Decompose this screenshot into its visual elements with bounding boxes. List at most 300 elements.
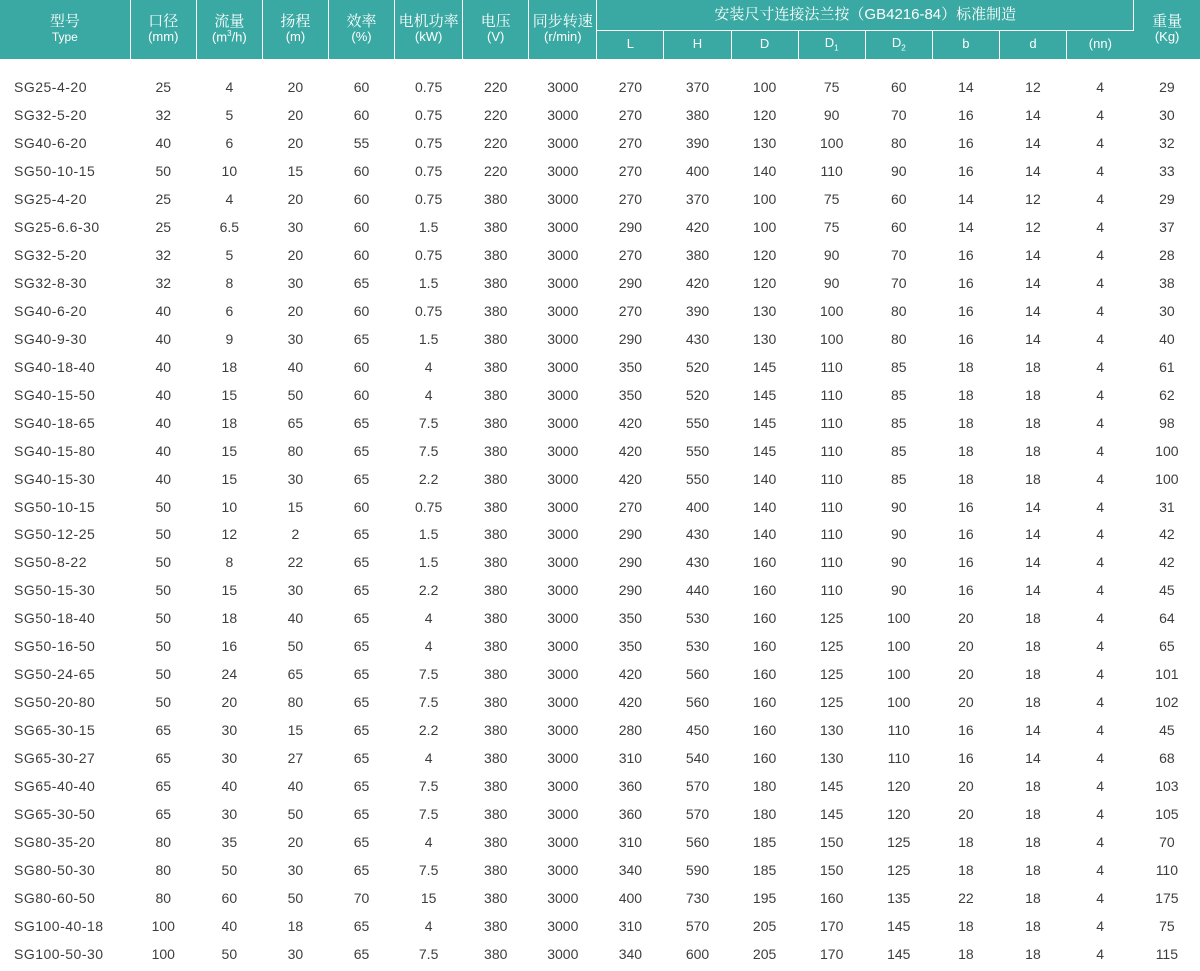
table-cell: 150 xyxy=(820,861,844,878)
table-cell: 75 xyxy=(823,79,840,96)
table-cell: 3000 xyxy=(547,414,579,431)
table-cell: 110 xyxy=(820,498,843,515)
table-cell: 110 xyxy=(820,386,843,403)
table-cell: 4 xyxy=(1096,275,1105,292)
table-cell: 24 xyxy=(221,666,238,683)
table-cell: 16 xyxy=(958,498,974,515)
table-cell: 25 xyxy=(155,79,172,96)
table-cell: 40 xyxy=(155,386,172,403)
table-cell: 7.5 xyxy=(418,805,439,822)
table-cell: 390 xyxy=(685,135,710,152)
table-cell: 380 xyxy=(685,247,710,264)
table-cell: 30 xyxy=(287,219,304,236)
table-cell: 0.75 xyxy=(415,302,443,319)
table-row xyxy=(0,74,1200,102)
table-cell: 420 xyxy=(685,219,710,236)
table-cell: 380 xyxy=(484,805,508,822)
table-cell: 3000 xyxy=(547,861,579,878)
table-cell: 20 xyxy=(287,191,304,208)
table-cell: 560 xyxy=(685,833,710,850)
table-row xyxy=(0,884,1200,912)
table-cell: 16 xyxy=(958,107,974,124)
table-cell: 3000 xyxy=(547,833,579,850)
table-cell: 37 xyxy=(1159,219,1175,236)
table-cell: 380 xyxy=(484,275,508,292)
table-cell: 380 xyxy=(484,582,508,599)
table-cell: 65 xyxy=(155,749,172,766)
header-nn: (nn) xyxy=(1067,30,1134,59)
table-cell: 380 xyxy=(484,470,508,487)
header-flow-unit: $(m^3/h)$ xyxy=(211,29,247,45)
model-cell: SG32-5-20 xyxy=(14,107,87,124)
table-cell: 4 xyxy=(1096,107,1105,124)
table-cell: 18 xyxy=(958,358,974,375)
table-cell: 2.2 xyxy=(418,582,439,599)
table-cell: 125 xyxy=(820,610,844,627)
table-cell: 20 xyxy=(958,805,974,822)
table-cell: 65 xyxy=(353,554,370,571)
table-cell: 150 xyxy=(820,833,844,850)
table-cell: 14 xyxy=(1025,247,1041,264)
table-cell: 90 xyxy=(890,526,907,543)
table-cell: 4 xyxy=(1096,135,1105,152)
table-cell: 125 xyxy=(820,666,844,683)
table-cell: 18 xyxy=(958,833,974,850)
table-cell: 310 xyxy=(618,917,643,934)
table-cell: 4 xyxy=(424,386,433,403)
table-cell: 40 xyxy=(155,470,172,487)
table-cell: 380 xyxy=(484,358,508,375)
table-cell: 16 xyxy=(958,302,974,319)
table-cell: 380 xyxy=(484,554,508,571)
table-cell: 140 xyxy=(752,498,777,515)
table-cell: 3000 xyxy=(547,945,579,962)
table-cell: 20 xyxy=(287,247,304,264)
table-cell: 18 xyxy=(1025,777,1041,794)
table-cell: 40 xyxy=(1159,330,1175,347)
table-cell: 4 xyxy=(1096,414,1105,431)
table-cell: 4 xyxy=(1096,749,1105,766)
table-cell: 3000 xyxy=(547,386,579,403)
table-cell: 85 xyxy=(890,386,907,403)
table-cell: 360 xyxy=(618,805,643,822)
table-row xyxy=(0,269,1200,297)
table-cell: 220 xyxy=(484,79,508,96)
table-cell: 0.75 xyxy=(415,135,443,152)
table-cell: 18 xyxy=(1025,386,1041,403)
table-cell: 2.2 xyxy=(418,722,439,739)
table-cell: 10 xyxy=(221,163,238,180)
table-cell: 110 xyxy=(820,554,843,571)
table-cell: 50 xyxy=(155,498,172,515)
table-cell: 28 xyxy=(1159,247,1175,264)
table-cell: 430 xyxy=(685,526,710,543)
header-power-label: 电机功率 xyxy=(398,12,459,30)
table-cell: 65 xyxy=(287,414,304,431)
model-cell: SG32-8-30 xyxy=(14,275,87,292)
table-cell: 4 xyxy=(424,917,433,934)
table-cell: 380 xyxy=(484,749,508,766)
table-cell: 3000 xyxy=(547,777,579,794)
table-cell: 380 xyxy=(484,694,508,711)
table-cell: 60 xyxy=(221,889,238,906)
table-cell: 3000 xyxy=(547,805,579,822)
table-cell: 40 xyxy=(287,777,304,794)
table-cell: 75 xyxy=(823,219,840,236)
table-cell: 65 xyxy=(353,694,370,711)
table-cell: 0.75 xyxy=(415,191,443,208)
header-eff-unit: (%) xyxy=(351,29,372,45)
table-cell: 55 xyxy=(353,135,370,152)
table-row xyxy=(0,129,1200,157)
table-cell: 7.5 xyxy=(418,777,439,794)
table-cell: 380 xyxy=(484,191,508,208)
table-cell: 18 xyxy=(1025,694,1041,711)
table-cell: 12 xyxy=(221,526,238,543)
table-body xyxy=(0,74,1200,968)
table-cell: 205 xyxy=(752,945,777,962)
header-voltage xyxy=(463,0,529,59)
table-cell: 1.5 xyxy=(418,554,439,571)
table-cell: 80 xyxy=(890,135,907,152)
table-cell: 16 xyxy=(958,554,974,571)
table-cell: 135 xyxy=(887,889,911,906)
table-cell: 65 xyxy=(353,777,370,794)
header-power-unit: (kW) xyxy=(414,29,443,45)
table-cell: 70 xyxy=(890,247,907,264)
table-cell: 0.75 xyxy=(415,498,443,515)
table-cell: 40 xyxy=(287,358,304,375)
header-type-cn: 型号 xyxy=(49,13,80,31)
table-cell: 270 xyxy=(618,107,643,124)
table-cell: 50 xyxy=(155,694,172,711)
table-cell: 25 xyxy=(155,219,172,236)
model-cell: SG50-8-22 xyxy=(14,554,87,571)
table-cell: 101 xyxy=(1155,666,1179,683)
table-cell: 145 xyxy=(887,945,911,962)
table-cell: 14 xyxy=(1025,163,1041,180)
table-cell: 3000 xyxy=(547,135,579,152)
table-cell: 40 xyxy=(155,414,172,431)
table-cell: 40 xyxy=(155,302,172,319)
table-cell: 185 xyxy=(752,833,777,850)
table-cell: 100 xyxy=(887,666,911,683)
table-cell: 4 xyxy=(1096,302,1105,319)
table-cell: 50 xyxy=(287,386,304,403)
table-cell: 90 xyxy=(890,163,907,180)
model-cell: SG50-12-25 xyxy=(14,526,96,543)
table-cell: 380 xyxy=(484,610,508,627)
table-cell: 3000 xyxy=(547,219,579,236)
table-cell: 6.5 xyxy=(219,219,240,236)
model-cell: SG65-30-27 xyxy=(14,749,96,766)
table-cell: 14 xyxy=(1025,722,1041,739)
table-cell: 420 xyxy=(685,275,710,292)
table-cell: 18 xyxy=(221,414,238,431)
table-cell: 4 xyxy=(424,833,433,850)
table-cell: 14 xyxy=(1025,554,1041,571)
header-D1: $D_1$ xyxy=(798,30,865,59)
table-row xyxy=(0,185,1200,213)
table-cell: 14 xyxy=(958,79,974,96)
table-row xyxy=(0,660,1200,688)
table-cell: 30 xyxy=(221,722,238,739)
table-cell: 350 xyxy=(618,638,643,655)
table-cell: 3000 xyxy=(547,275,579,292)
table-cell: 12 xyxy=(1025,219,1041,236)
table-cell: 3000 xyxy=(547,749,579,766)
table-cell: 3000 xyxy=(547,442,579,459)
table-cell: 32 xyxy=(155,107,172,124)
table-cell: 14 xyxy=(1025,330,1041,347)
table-cell: 32 xyxy=(1159,135,1175,152)
table-row xyxy=(0,688,1200,716)
table-cell: 20 xyxy=(958,638,974,655)
table-cell: 270 xyxy=(618,79,643,96)
table-cell: 12 xyxy=(1025,191,1041,208)
table-cell: 0.75 xyxy=(415,79,443,96)
table-cell: 8 xyxy=(225,275,234,292)
table-cell: 4 xyxy=(424,749,433,766)
table-row xyxy=(0,576,1200,604)
table-cell: 50 xyxy=(155,163,172,180)
table-cell: 22 xyxy=(287,554,304,571)
table-cell: 18 xyxy=(1025,945,1041,962)
model-cell: SG50-10-15 xyxy=(14,498,96,515)
table-cell: 40 xyxy=(155,442,172,459)
table-cell: 185 xyxy=(752,861,777,878)
table-cell: 220 xyxy=(484,107,508,124)
table-cell: 50 xyxy=(155,610,172,627)
table-cell: 7.5 xyxy=(418,694,439,711)
table-cell: 14 xyxy=(1025,275,1041,292)
table-cell: 560 xyxy=(685,666,710,683)
table-cell: 370 xyxy=(685,79,710,96)
table-cell: 4 xyxy=(1096,694,1105,711)
table-cell: 380 xyxy=(484,302,508,319)
table-cell: 16 xyxy=(958,722,974,739)
table-cell: 4 xyxy=(1096,191,1105,208)
table-cell: 40 xyxy=(155,330,172,347)
table-cell: 9 xyxy=(225,330,234,347)
table-cell: 85 xyxy=(890,470,907,487)
table-cell: 180 xyxy=(752,777,777,794)
header-head-label: 扬程 xyxy=(280,12,311,30)
table-cell: 100 xyxy=(752,219,777,236)
header-voltage-label: 电压 xyxy=(480,12,511,30)
table-cell: 0.75 xyxy=(415,163,443,180)
header-install-dimensions: 安装尺寸连接法兰按（GB4216-84）标准制造 xyxy=(597,0,1134,30)
table-cell: 3000 xyxy=(547,638,579,655)
table-cell: 80 xyxy=(155,889,172,906)
table-cell: 30 xyxy=(221,749,238,766)
table-cell: 18 xyxy=(221,358,238,375)
table-cell: 140 xyxy=(752,163,777,180)
table-cell: 20 xyxy=(287,833,304,850)
table-row xyxy=(0,353,1200,381)
table-cell: 7.5 xyxy=(418,861,439,878)
table-cell: 380 xyxy=(484,526,508,543)
table-cell: 65 xyxy=(353,861,370,878)
header-caliber xyxy=(130,0,196,59)
table-cell: 15 xyxy=(221,442,238,459)
model-cell: SG50-10-15 xyxy=(14,163,96,180)
table-cell: 110 xyxy=(887,749,910,766)
table-cell: 14 xyxy=(1025,749,1041,766)
table-cell: 85 xyxy=(890,358,907,375)
table-cell: 4 xyxy=(1096,582,1105,599)
table-cell: 16 xyxy=(958,330,974,347)
table-cell: 18 xyxy=(1025,414,1041,431)
table-cell: 4 xyxy=(1096,833,1105,850)
table-cell: 205 xyxy=(752,917,777,934)
table-cell: 280 xyxy=(618,722,643,739)
table-cell: 16 xyxy=(958,163,974,180)
table-cell: 16 xyxy=(958,135,974,152)
table-cell: 18 xyxy=(1025,889,1041,906)
table-cell: 110 xyxy=(820,442,843,459)
table-cell: 130 xyxy=(820,722,844,739)
table-cell: 290 xyxy=(618,219,643,236)
table-cell: 570 xyxy=(685,777,710,794)
table-cell: 3000 xyxy=(547,191,579,208)
table-cell: 730 xyxy=(685,889,710,906)
table-cell: 20 xyxy=(958,694,974,711)
table-row xyxy=(0,521,1200,549)
table-cell: 4 xyxy=(424,358,433,375)
table-cell: 85 xyxy=(890,442,907,459)
table-cell: 102 xyxy=(1155,694,1179,711)
table-cell: 64 xyxy=(1159,610,1175,627)
table-cell: 4 xyxy=(1096,219,1105,236)
table-cell: 60 xyxy=(890,79,907,96)
table-cell: 14 xyxy=(1025,498,1041,515)
table-cell: 29 xyxy=(1159,79,1175,96)
table-cell: 75 xyxy=(823,191,840,208)
table-cell: 80 xyxy=(287,442,304,459)
table-cell: 125 xyxy=(887,833,911,850)
table-cell: 100 xyxy=(820,330,844,347)
table-cell: 100 xyxy=(820,135,844,152)
table-cell: 29 xyxy=(1159,191,1175,208)
table-cell: 570 xyxy=(685,917,710,934)
model-cell: SG40-15-50 xyxy=(14,386,96,403)
table-cell: 600 xyxy=(685,945,710,962)
table-cell: 50 xyxy=(287,805,304,822)
table-cell: 4 xyxy=(1096,889,1105,906)
table-cell: 1.5 xyxy=(418,526,439,543)
table-cell: 65 xyxy=(353,275,370,292)
table-cell: 30 xyxy=(287,861,304,878)
table-row xyxy=(0,241,1200,269)
table-cell: 7.5 xyxy=(418,945,439,962)
table-cell: 4 xyxy=(1096,805,1105,822)
table-cell: 65 xyxy=(353,582,370,599)
table-cell: 18 xyxy=(287,917,304,934)
table-cell: 440 xyxy=(685,582,710,599)
table-cell: 90 xyxy=(823,275,840,292)
model-cell: SG25-4-20 xyxy=(14,79,87,96)
table-cell: 2.2 xyxy=(418,470,439,487)
table-cell: 450 xyxy=(685,722,710,739)
table-row xyxy=(0,716,1200,744)
table-cell: 110 xyxy=(820,358,843,375)
table-cell: 420 xyxy=(618,414,643,431)
table-cell: 85 xyxy=(890,414,907,431)
table-cell: 3000 xyxy=(547,330,579,347)
table-cell: 115 xyxy=(1155,945,1179,962)
table-cell: 60 xyxy=(353,191,370,208)
table-cell: 60 xyxy=(353,219,370,236)
table-cell: 65 xyxy=(353,666,370,683)
table-cell: 80 xyxy=(155,861,172,878)
table-cell: 8 xyxy=(225,554,234,571)
table-cell: 270 xyxy=(618,498,643,515)
table-cell: 18 xyxy=(1025,610,1041,627)
table-cell: 125 xyxy=(887,861,911,878)
model-cell: SG80-50-30 xyxy=(14,861,96,878)
model-cell: SG65-30-15 xyxy=(14,722,96,739)
table-cell: 30 xyxy=(287,470,304,487)
table-cell: 65 xyxy=(353,330,370,347)
table-cell: 4 xyxy=(1096,79,1105,96)
header-type xyxy=(0,0,130,59)
table-cell: 7.5 xyxy=(418,414,439,431)
table-row xyxy=(0,409,1200,437)
table-cell: 520 xyxy=(685,358,710,375)
table-cell: 100 xyxy=(887,638,911,655)
table-cell: 90 xyxy=(890,554,907,571)
table-row xyxy=(0,856,1200,884)
table-cell: 4 xyxy=(1096,722,1105,739)
table-cell: 550 xyxy=(685,470,710,487)
table-cell: 370 xyxy=(685,191,710,208)
table-cell: 3000 xyxy=(547,610,579,627)
table-cell: 4 xyxy=(1096,945,1105,962)
header-weight-unit: (Kg) xyxy=(1154,29,1180,45)
table-cell: 100 xyxy=(820,302,844,319)
table-cell: 4 xyxy=(424,610,433,627)
header-speed-label: 同步转速 xyxy=(532,12,593,30)
table-cell: 80 xyxy=(890,302,907,319)
table-cell: 3000 xyxy=(547,526,579,543)
table-cell: 4 xyxy=(1096,526,1105,543)
table-cell: 4 xyxy=(225,79,234,96)
table-cell: 80 xyxy=(155,833,172,850)
table-cell: 30 xyxy=(287,945,304,962)
table-cell: 16 xyxy=(958,526,974,543)
table-row xyxy=(0,800,1200,828)
table-cell: 18 xyxy=(1025,358,1041,375)
table-cell: 110 xyxy=(820,526,843,543)
header-caliber-label: 口径 xyxy=(148,12,179,30)
table-cell: 61 xyxy=(1159,358,1175,375)
table-row xyxy=(0,632,1200,660)
table-cell: 16 xyxy=(958,749,974,766)
table-cell: 310 xyxy=(618,833,643,850)
table-cell: 290 xyxy=(618,554,643,571)
table-cell: 65 xyxy=(353,526,370,543)
table-cell: 380 xyxy=(484,917,508,934)
table-cell: 25 xyxy=(155,191,172,208)
table-cell: 540 xyxy=(685,749,710,766)
table-header xyxy=(0,0,1200,59)
table-row xyxy=(0,772,1200,800)
model-cell: SG40-18-40 xyxy=(14,358,96,375)
model-cell: SG40-15-80 xyxy=(14,442,96,459)
table-cell: 350 xyxy=(618,386,643,403)
table-cell: 18 xyxy=(1025,666,1041,683)
